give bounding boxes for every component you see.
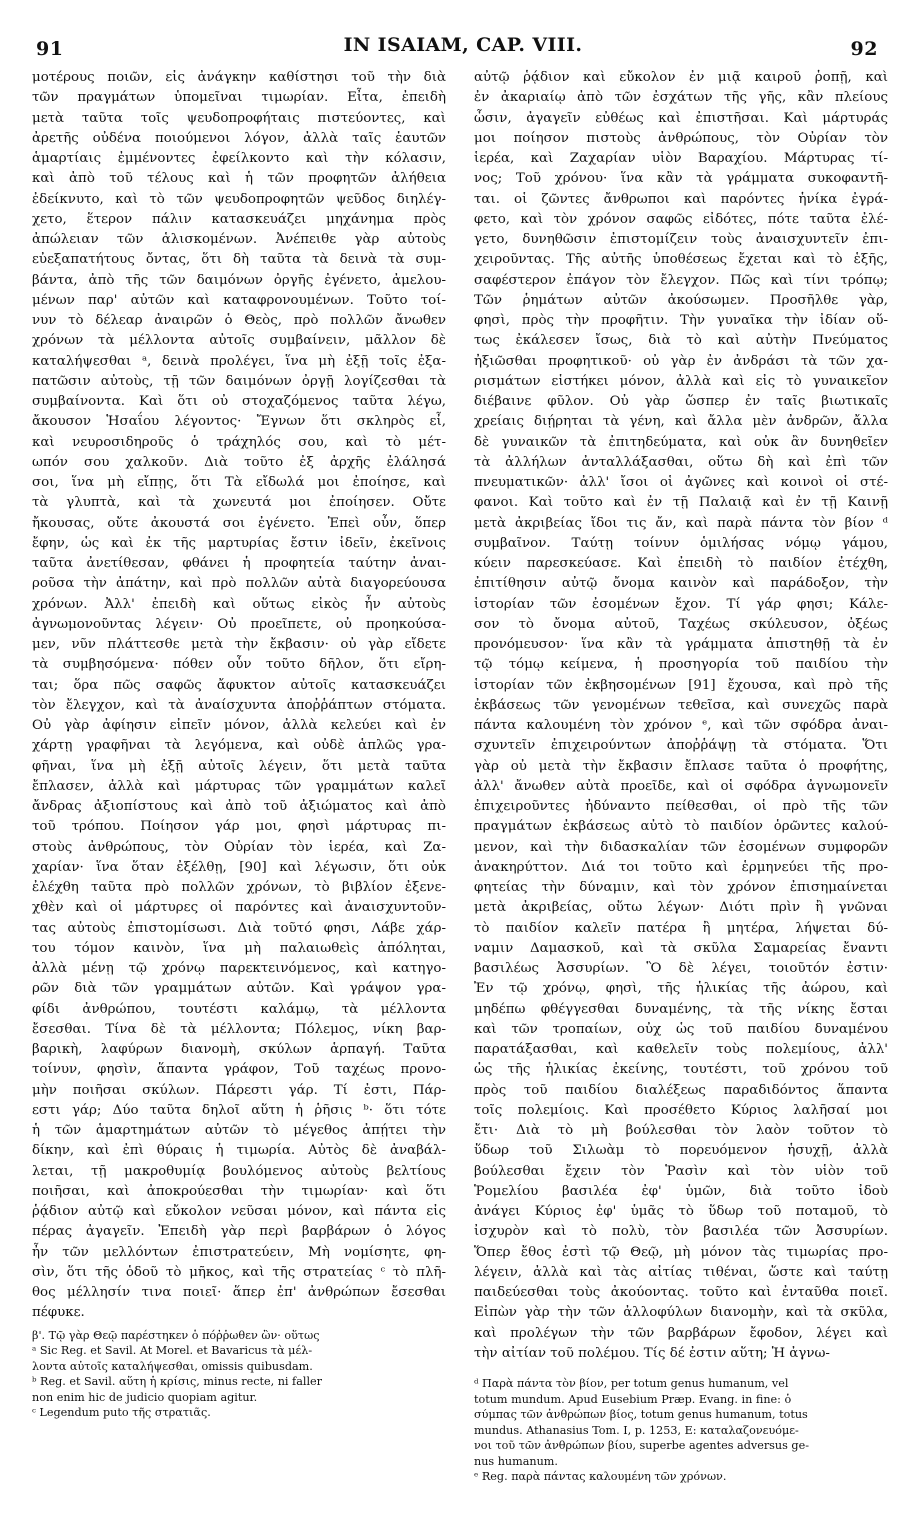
text-line: καταλήψεσθαι ᵃ, δεινὰ προλέγει, ἵνα μὴ ἐξῇ τοῖς ἐξα- bbox=[32, 353, 446, 369]
text-line: ναμιν Δαμασκοῦ, καὶ τὰ σκῦλα Σαμαρείας ἔναντι bbox=[474, 940, 888, 956]
text-line: τοίνυν, φησὶν, ἅπαντα γράφον, Τοῦ ταχέως προνο- bbox=[32, 1062, 446, 1078]
text-line: παρατάξασθαι, καὶ καθελεῖν τοὺς πολεμίους, ἀλλ' bbox=[474, 1042, 888, 1057]
text-line: γετο, δυνηθῶσιν ἐπιστομίζειν τοὺς ἀναισχυντεῖν ἐπι- bbox=[474, 232, 888, 247]
text-line: πρὸς τοῦ παιδίου διαλέξεως παραδιδόντος ἅπαντα bbox=[474, 1082, 888, 1098]
footnote-line: ᵇ Reg. et Savil. αὕτη ἡ κρίσις, minus recte, ni faller bbox=[32, 1375, 322, 1388]
text-line: ἀλλὰ μένῃ τῷ χρόνῳ παρεκτεινόμενος, καὶ κατηγο- bbox=[32, 961, 446, 976]
footnote-line: mundus. Athanasius Tom. I, p. 1253, E: καταλαζονευόμε- bbox=[474, 1423, 799, 1437]
text-line: φητείας τὴν δύναμιν, καὶ τὸν χρόνον ἐπισημαίνεται bbox=[474, 880, 888, 895]
text-line: ρῶν διὰ τῶν γραμμάτων αὐτῶν. Καὶ γράψον γρα- bbox=[32, 981, 446, 997]
left-column bbox=[32, 68, 446, 1485]
text-line: τῷ τόμῳ κείμενα, ἡ προσηγορία τοῦ παιδίου τὴν bbox=[474, 657, 888, 673]
text-line: κύειν παρεσκεύασε. Καὶ ἐπειδὴ τὸ παιδίον ἐτέχθη, bbox=[474, 556, 888, 571]
footnote-line: λοντα αὐτοῖς καταλήψεσθαι, omissis quibusdam. bbox=[32, 1359, 313, 1373]
text-line: τας αὐτοὺς ἐπιστομίσωσι. Διὰ τοῦτό φησι, Λάβε χάρ- bbox=[32, 920, 446, 936]
text-line: χαρίαν· ἵνα ὅταν ἐξέλθῃ, [90] καὶ λέγωσιν, ὅτι οὐκ bbox=[32, 859, 446, 875]
text-line: παιδεύεσθαι τοὺς ἀκούοντας. τοῦτο καὶ ἐνταῦθα ποιεῖ. bbox=[474, 1285, 888, 1300]
text-line: μετὰ ταῦτα τοῖς ψευδοπροφήταις πιστεύοντες, καὶ bbox=[32, 110, 446, 126]
text-line: φετο, καὶ τὸν χρόνον σαφῶς εἰδότες, πότε ταῦτα ἐλέ- bbox=[474, 211, 888, 227]
text-line: εστι γάρ; Δύο ταῦτα δηλοῖ αὕτη ἡ ῥῆσις ᵇ· ὅτι τότε bbox=[32, 1102, 446, 1118]
right-column-text bbox=[474, 68, 888, 1364]
text-line: τὸ παιδίον καλεῖν πατέρα ἢ μητέρα, λήψεται δύ- bbox=[474, 920, 888, 936]
text-line: μοι ποίησον πιστοὺς ἀνθρώπους, τὸν Οὐρίαν τὸν bbox=[474, 130, 888, 146]
text-line: ἱερέα, καὶ Ζαχαρίαν υἱὸν Βαραχίου. Μάρτυρας τί- bbox=[474, 151, 888, 166]
left-footnotes bbox=[32, 1328, 446, 1421]
text-line: ἄκουσον Ἡσαΐου λέγοντος· Ἔγνων ὅτι σκληρὸς εἶ, bbox=[32, 414, 446, 430]
text-line: ἱστορίαν τῶν ἐσομένων ἔχον. Τί γάρ φησι; Κάλε- bbox=[474, 596, 888, 612]
right-footnotes bbox=[474, 1376, 888, 1485]
text-line: μένων παρ' αὐτῶν καὶ καταφρονουμένων. Τοῦτο τοί- bbox=[32, 292, 446, 308]
text-line: ὡς τῆς ἡλικίας ἐκείνης, τουτέστι, τοῦ χρόνου τοῦ bbox=[474, 1062, 888, 1078]
text-line: ἡ τῶν ἁμαρτημάτων αὐτῶν τὸ μέγεθος ἀπῄτει τὴν bbox=[32, 1123, 446, 1138]
right-column bbox=[474, 68, 888, 1485]
text-line: ἐπιχειροῦντες ἠδύναντο πείθεσθαι, οἱ πρὸ τῆς τῶν bbox=[474, 799, 888, 814]
text-line: μηδέπω φθέγγεσθαι δυναμένης, τὰ τῆς νίκης ἔσται bbox=[474, 1001, 888, 1017]
text-line: σον τὸ ὄνομα αὐτοῦ, Ταχέως σκύλευσον, ὀξέως bbox=[474, 616, 888, 632]
text-line: τὴν αἰτίαν τοῦ πολέμου. Τίς δέ ἐστιν αὕτη; Ἡ ἀγνω- bbox=[474, 1345, 830, 1361]
text-line: εὐεξαπατήτους ὄντας, ὅτι δὴ ταῦτα τὰ δεινὰ τὰ συμ- bbox=[32, 252, 446, 268]
text-line: χρόνων. Ἀλλ' ἐπειδὴ καὶ οὕτως εἰκὸς ἦν αὐτοὺς bbox=[32, 596, 446, 612]
footnote-line: ᵈ Παρὰ πάντα τὸν βίον, per totum genus humanum, vel bbox=[474, 1377, 789, 1390]
text-line: ἁμαρτίαις ἐμμένοντες ἐφείλκοντο καὶ τὴν κόλασιν, bbox=[32, 151, 446, 166]
footnote-line: totum mundum. Apud Eusebium Præp. Evang. in fine: ὁ bbox=[474, 1392, 792, 1406]
text-line: μετὰ ἀκριβείας, οὕτω λέγων· Διότι πρὶν ἢ γνῶναι bbox=[474, 900, 888, 916]
text-line: γὰρ οὐ μετὰ τὴν ἔκβασιν ἔπλασε ταῦτα ὁ προφήτης, bbox=[474, 758, 888, 774]
footnote-line: ᵃ Sic Reg. et Savil. At Morel. et Bavaricus τὰ μέλ- bbox=[32, 1344, 313, 1357]
text-line: καὶ ἀπὸ τοῦ τέλους καὶ ἡ τῶν προφητῶν ἀλήθεια bbox=[32, 171, 446, 187]
text-line: ἀγνωμονοῦντας λέγειν· Οὐ προεῖπετε, οὐ προηκούσα- bbox=[32, 616, 446, 632]
text-line: χθὲν καὶ οἱ μάρτυρες οἱ παρόντες καὶ ἀναισχυντοῦν- bbox=[32, 900, 446, 916]
text-line: ἔφην, ὡς καὶ ἐκ τῆς μαρτυρίας ἔστιν ἰδεῖν, ἐκεῖνοις bbox=[32, 535, 446, 551]
text-line: ἠξιῶσθαι προφητικοῦ· οὐ γὰρ ἐν ἀνδράσι τὰ τῶν χα- bbox=[474, 353, 888, 369]
text-line: ῥᾴδιον αὐτῷ καὶ εὔκολον νεῦσαι μόνον, καὶ πάντα εἰς bbox=[32, 1204, 446, 1219]
text-line: θος μέλλησίν τινα ποιεῖ· ἅπερ ἐπ' ἀνθρώπων ἔσεσθαι bbox=[32, 1285, 446, 1300]
text-line: ἀρετῆς οὐδένα ποιούμενοι λόγον, ἀλλὰ ταῖς ἑαυτῶν bbox=[32, 130, 446, 146]
footnote-line: β'. Τῷ γὰρ Θεῷ παρέστηκεν ὁ πόῤῥωθεν ὢν· οὕτως bbox=[32, 1328, 320, 1342]
text-line: σοι, ἵνα μὴ εἴπῃς, ὅτι Τὰ εἴδωλά μοι ἐποίησε, καὶ bbox=[32, 475, 446, 490]
text-line: δίκην, καὶ ἐπὶ θύραις ἡ τιμωρία. Αὐτὸς δὲ ἀναβάλ- bbox=[32, 1143, 446, 1159]
text-line: πέρας ἀγαγεῖν. Ἐπειδὴ γὰρ περὶ βαρβάρων ὁ λόγος bbox=[32, 1224, 446, 1240]
text-line: φίδι ἀνθρώπου, τουτέστι καλάμῳ, τὰ μέλλοντα bbox=[32, 1001, 446, 1017]
text-line: ἰσχυρὸν καὶ τὸ πολὺ, τὸν βασιλέα τῶν Ἀσσυρίων. bbox=[474, 1224, 888, 1240]
left-column-text bbox=[32, 68, 446, 1324]
text-line: τὰ γλυπτὰ, καὶ τὰ χωνευτά μοι ἐποίησεν. Οὔτε bbox=[32, 495, 446, 511]
text-line: βούλεσθαι ἔχειν τὸν Ῥασὶν καὶ τὸν υἱὸν τοῦ bbox=[474, 1163, 888, 1179]
text-line: χάρτῃ γραφῆναι τὰ λεγόμενα, καὶ οὐδὲ ἁπλῶς γρα- bbox=[32, 738, 446, 754]
running-title: IN ISAIAM, CAP. VIII. bbox=[343, 34, 583, 56]
text-line: χειροῦντας. Τῆς αὐτῆς ὑποθέσεως ἔχεται καὶ τὸ ἑξῆς, bbox=[474, 252, 888, 268]
text-line: διέβαινε φῦλον. Οὐ γὰρ ὥσπερ ἐν ταῖς βιωτικαῖς bbox=[474, 394, 888, 409]
text-line: βάντα, ἀπὸ τῆς τῶν δαιμόνων ὀργῆς ἐγένετο, ἀμελου- bbox=[32, 272, 446, 288]
text-line: Ῥομελίου βασιλέα ἐφ' ὑμῶν, διὰ τοῦτο ἰδοὺ bbox=[474, 1183, 888, 1199]
text-line: προνόμευσον· ἵνα κἂν τὰ γράμματα ἀπιστηθῇ τὰ ἐν bbox=[474, 637, 888, 652]
text-line: βασιλέως Ἀσσυρίων. Ὃ δὲ λέγει, τοιοῦτόν ἐστιν· bbox=[474, 961, 888, 976]
text-line: φανοι. Καὶ τοῦτο καὶ ἐν τῇ Παλαιᾷ καὶ ἐν τῇ Καινῇ bbox=[474, 495, 888, 511]
text-line: πάντα καλουμένη τὸν χρόνον ᵉ, καὶ τῶν σφόδρα ἀναι- bbox=[474, 718, 888, 733]
text-line: τὰ ἀλλήλων ἀνταλλάξασθαι, οὕτω δὴ καὶ ἐπὶ τῶν bbox=[474, 454, 888, 470]
text-line: τὸν ἔλεγχον, καὶ τὰ ἀναίσχυντα ἀποῤῥάπτων στόματα. bbox=[32, 697, 446, 713]
text-line: μενον, καὶ τὴν διδασκαλίαν τῶν ἐσομένων συμφορῶν bbox=[474, 839, 888, 855]
footnote-line: νοι τοῦ τῶν ἀνθρώπων βίου, superbe agentes adversus ge- bbox=[474, 1439, 809, 1452]
text-line: ρισμάτων εἱστήκει μόνον, ἀλλὰ καὶ εἰς τὸ γυναικεῖον bbox=[474, 373, 888, 389]
text-line: ὕδωρ τοῦ Σιλωὰμ τὸ πορευόμενον ἡσυχῇ, ἀλλὰ bbox=[474, 1143, 888, 1159]
text-line: πατῶσιν αὐτοὺς, τῇ τῶν δαιμόνων ὀργῇ λογίζεσθαι τὰ bbox=[32, 373, 446, 389]
text-line: νυν τὸ δέλεαρ ἀναιρῶν ὁ Θεὸς, πρὸ πολλῶν ἄνωθεν bbox=[32, 313, 446, 328]
page-number-right: 92 bbox=[850, 38, 878, 60]
text-line: ἤκουσας, οὔτε ἀκουστά σοι ἐγένετο. Ἐπεὶ οὖν, ὅπερ bbox=[32, 515, 446, 531]
text-line: βαρικὴ, λαφύρων διανομὴ, σκύλων ἁρπαγή. Ταῦτα bbox=[32, 1042, 446, 1057]
page-header bbox=[30, 30, 896, 58]
text-line: τως ἐκάλεσεν ἴσως, διὰ τὸ καὶ αὐτὴν Πνεύματος bbox=[474, 333, 888, 349]
text-line: ἄνδρας ἀξιοπίστους καὶ ἀπὸ τοῦ ἀξιώματος καὶ ἀπὸ bbox=[32, 799, 446, 814]
text-line: μετὰ ἀκριβείας ἴδοι τις ἄν, καὶ παρὰ πάντα τὸν βίον ᵈ bbox=[474, 515, 888, 531]
text-line: σχυντεῖν ἐπιχειρούντων ἀποῤῥάψῃ τὰ στόματα. Ὅτι bbox=[474, 738, 888, 754]
text-line: του τόμον καινὸν, ἵνα μὴ παλαιωθεὶς ἀπόληται, bbox=[32, 940, 446, 956]
text-line: ἔπλασεν, ἀλλὰ καὶ μάρτυρας τῶν γραμμάτων καλεῖ bbox=[32, 778, 446, 794]
text-line: στοὺς ἀνθρώπους, τὸν Οὐρίαν τὸν ἱερέα, καὶ Ζα- bbox=[32, 839, 446, 855]
text-line: τὰ συμβησόμενα· πόθεν οὖν τοῦτο δῆλον, ὅτι εἴρη- bbox=[32, 657, 446, 673]
text-line: μεν, νῦν πλάττεσθε μετὰ τὴν ἔκβασιν· οὐ γὰρ εἴδετε bbox=[32, 637, 446, 652]
text-line: ἦν τῶν μελλόντων ἐπιστρατεύειν, Μὴ νομίσητε, φη- bbox=[32, 1244, 446, 1260]
text-line: αὐτῷ ῥᾴδιον καὶ εὔκολον ἐν μιᾷ καιροῦ ῥοπῇ, καὶ bbox=[474, 70, 888, 85]
text-line: δὲ γυναικῶν τὰ ἐπιτηδεύματα, καὶ οὐκ ἂν δυνηθεῖεν bbox=[474, 434, 888, 450]
text-line: ἀλλ' ἄνωθεν αὐτὰ προεῖδε, καὶ οἱ σφόδρα ἀγνωμονεῖν bbox=[474, 778, 888, 794]
text-line: μοτέρους ποιῶν, εἰς ἀνάγκην καθίστησι τοῦ τὴν διὰ bbox=[32, 70, 446, 85]
text-line: Τῶν ῥημάτων αὐτῶν ἀκούσωμεν. Προσῆλθε γὰρ, bbox=[474, 292, 888, 308]
text-line: ταῦτα ἀνετίθεσαν, φθάνει ἡ προφητεία ταύτην ἀναι- bbox=[32, 556, 446, 571]
two-column-layout bbox=[30, 68, 896, 1485]
text-line: Εἰπὼν γὰρ τὴν τῶν ἀλλοφύλων διανομὴν, καὶ τὰ σκῦλα, bbox=[474, 1305, 888, 1321]
text-line: συμβαίνοντα. Καὶ ὅτι οὐ στοχαζόμενος ταῦτα λέγω, bbox=[32, 394, 446, 409]
text-line: Ὅπερ ἔθος ἐστὶ τῷ Θεῷ, μὴ μόνον τὰς τιμωρίας προ- bbox=[474, 1244, 888, 1260]
text-line: καὶ προλέγων τὴν τῶν βαρβάρων ἔφοδον, λέγει καὶ bbox=[474, 1325, 888, 1341]
text-line: ἀπώλειαν τῶν ἁλισκομένων. Ἀνέπειθε γὰρ αὐτοὺς bbox=[32, 232, 446, 247]
footnote-line: σύμπας τῶν ἀνθρώπων βίος, totum genus humanum, totus bbox=[474, 1408, 808, 1421]
text-line: χρόνων τὰ μέλλοντα αὐτοῖς συμβαίνειν, μᾶλλον δὲ bbox=[32, 333, 446, 349]
text-line: Οὐ γὰρ ἀφίησιν εἰπεῖν μόνον, ἀλλὰ κελεύει καὶ ἐν bbox=[32, 718, 446, 733]
text-line: χετο, ἕτερον πάλιν κατασκευάζει μηχάνημα πρὸς bbox=[32, 211, 446, 227]
text-line: φησὶ, πρὸς τὴν προφῆτιν. Τὴν γυναῖκα τὴν ἰδίαν οὕ- bbox=[474, 313, 888, 328]
text-line: σαφέστερον ἐπάγον τὸν ἔλεγχον. Πῶς καὶ τίνι τρόπῳ; bbox=[474, 272, 888, 288]
footnote-line: ᶜ Legendum puto τῆς στρατιᾶς. bbox=[32, 1406, 211, 1419]
text-line: ἔτι· Διὰ τὸ μὴ βούλεσθαι τὸν λαὸν τοῦτον τὸ bbox=[474, 1123, 888, 1138]
text-line: χρείαις διῄρηται τὰ γένη, καὶ ἄλλα μὲν ἀνδρῶν, ἄλλα bbox=[474, 414, 888, 430]
text-line: ωπόν σου χαλκοῦν. Διὰ τοῦτο ἐξ ἀρχῆς ἐλάλησά bbox=[32, 454, 446, 470]
text-line: φῆναι, ἵνα μὴ ἐξῇ αὐτοῖς λέγειν, ὅτι μετὰ ταῦτα bbox=[32, 758, 446, 774]
text-line: λεται, τῇ μακροθυμίᾳ βουλόμενος αὐτοὺς βελτίους bbox=[32, 1163, 446, 1179]
text-line: ὦσιν, ἀγαγεῖν εὐθέως καὶ ἐπιστῆσαι. Καὶ μάρτυράς bbox=[474, 110, 888, 126]
text-line: ροῦσα τὴν ἀπάτην, καὶ πρὸ πολλῶν αὐτὰ διαγορεύουσα bbox=[32, 576, 446, 592]
footnote-line: ᵉ Reg. παρὰ πάντας καλουμένη τῶν χρόνων. bbox=[474, 1470, 727, 1483]
text-line: ἐδείκνυτο, καὶ τὸ τῶν ψευδοπροφητῶν ψεῦδος διηλέγ- bbox=[32, 191, 446, 207]
text-line: ἔσεσθαι. Τίνα δὲ τὰ μέλλοντα; Πόλεμος, νίκη βαρ- bbox=[32, 1021, 446, 1037]
text-line: ἀνακηρύττον. Διά τοι τοῦτο καὶ ἑρμηνεύει τῆς προ- bbox=[474, 859, 888, 875]
text-line: πνευματικῶν· ἀλλ' ἴσοι οἱ ἀγῶνες καὶ κοινοὶ οἱ στέ- bbox=[474, 475, 888, 490]
footnote-line: nus humanum. bbox=[474, 1454, 558, 1468]
text-line: πέφυκε. bbox=[32, 1305, 85, 1321]
text-line: πραγμάτων ἐκβάσεως αὐτὸ τὸ παιδίον ὁρῶντες καλού- bbox=[474, 819, 888, 835]
text-line: λέγειν, ἀλλὰ καὶ τὰς αἰτίας τιθέναι, ὥστε καὶ ταύτῃ bbox=[474, 1264, 888, 1280]
text-line: ἐπιτίθησιν αὐτῷ ὄνομα καινὸν καὶ παράδοξον, τὴν bbox=[474, 576, 888, 592]
text-line: ται; ὅρα πῶς σαφῶς ἄφυκτον αὐτοῖς κατασκευάζει bbox=[32, 677, 446, 693]
text-line: ἱστορίαν τῶν ἐκβησομένων [91] ἔχουσα, καὶ πρὸ τῆς bbox=[474, 677, 888, 693]
text-line: ἐλέχθη ταῦτα πρὸ πολλῶν χρόνων, τὸ βιβλίον ἐξενε- bbox=[32, 880, 446, 895]
text-line: τοῦ τρόπου. Ποίησον γάρ μοι, φησὶ μάρτυρας πι- bbox=[32, 819, 446, 835]
text-line: ἐκβάσεως τῶν γενομένων τεθεῖσα, καὶ συνεχῶς παρὰ bbox=[474, 697, 888, 713]
text-line: καὶ τῶν τροπαίων, οὐχ ὡς τοῦ παιδίου δυναμένου bbox=[474, 1021, 888, 1037]
text-line: καὶ νευροσιδηροῦς ὁ τράχηλός σου, καὶ τὸ μέτ- bbox=[32, 434, 446, 450]
text-line: Ἐν τῷ χρόνῳ, φησὶ, τῆς ἡλικίας τῆς ἀώρου, καὶ bbox=[474, 981, 888, 997]
text-line: συμβαῖνον. Ταύτῃ τοίνυν ὁμιλήσας νόμῳ γάμου, bbox=[474, 535, 888, 551]
text-line: τῶν πραγμάτων ὑπομεῖναι τιμωρίαν. Εἶτα, ἐπειδὴ bbox=[32, 90, 446, 106]
text-line: νος; Τοῦ χρόνου· ἵνα κἂν τὰ γράμματα συκοφαντῆ- bbox=[474, 171, 888, 187]
text-line: ποιῆσαι, καὶ ἀποκρούεσθαι τὴν τιμωρίαν· καὶ ὅτι bbox=[32, 1183, 446, 1199]
page-number-left: 91 bbox=[36, 38, 64, 60]
text-line: ἀνάγει Κύριος ἐφ' ὑμᾶς τὸ ὕδωρ τοῦ ποταμοῦ, τὸ bbox=[474, 1204, 888, 1219]
text-line: σὶν, ὅτι τῆς ὁδοῦ τὸ μῆκος, καὶ τῆς στρατείας ᶜ τὸ πλῆ- bbox=[32, 1264, 446, 1280]
footnote-line: non enim hic de judicio quopiam agitur. bbox=[32, 1390, 258, 1404]
text-line: ἐν ἀκαριαίῳ ἀπὸ τῶν ἐσχάτων τῆς γῆς, κἂν πλείους bbox=[474, 90, 888, 106]
text-line: τοῖς πολεμίοις. Καὶ προσέθετο Κύριος λαλῆσαί μοι bbox=[474, 1102, 888, 1118]
text-line: ται. οἱ ζῶντες ἄνθρωποι καὶ παρόντες ἡνίκα ἐγρά- bbox=[474, 191, 888, 207]
text-line: μὴν ποιῆσαι σκύλων. Πάρεστι γάρ. Τί ἐστι, Πάρ- bbox=[32, 1082, 446, 1098]
